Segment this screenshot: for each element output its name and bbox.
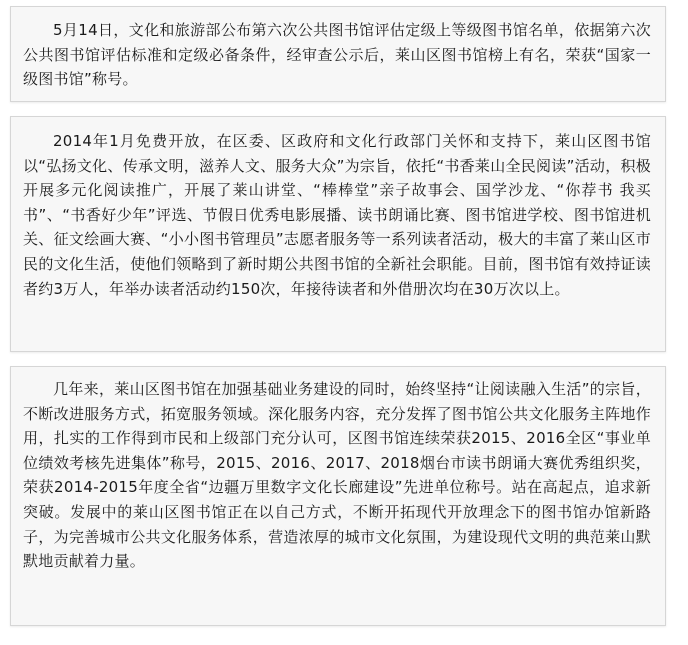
paragraph-card-development <box>10 366 666 626</box>
paragraph-card-activities <box>10 116 666 352</box>
paragraph-library-development: 几年来，莱山区图书馆在加强基础业务建设的同时，始终坚持“让阅读融入生活”的宗旨，不断改进服务方式，拓宽服务领域。深化服务内容，充分发挥了图书馆公共文化服务主阵地作用，扎实的工作得到市民和上级部门充分认可，区图书馆连续荣获2015、2016全区“事业单位绩效考核先进集体”称号，2015、2016、2017、2018烟台市读书朗诵大赛优秀组织奖，荣获2014-2015年度全省“边疆万里数字文化长廊建设”先进单位称号。站在高起点，追求新突破。发展中的莱山区图书馆正在以自己方式，不断开拓现代开放理念下的图书馆办馆新路子，为完善城市公共文化服务体系，营造浓厚的城市文化氛围，为建设现代文明的典范莱山默默地贡献着力量。 <box>23 380 651 571</box>
paragraph-library-activities: 2014年1月免费开放，在区委、区政府和文化行政部门关怀和支持下，莱山区图书馆以“弘扬文化、传承文明，滋养人文、服务大众”为宗旨，依托“书香莱山全民阅读”活动，积极开展多元化阅读推广，开展了莱山讲堂、“棒棒堂”亲子故事会、国学沙龙、“你荐书 我买书”、“书香好少年”评选、节假日优秀电影展播、读书朗诵比赛、图书馆进学校、图书馆进机关、征文绘画大赛、“小小图书管理员”志愿者服务等一系列读者活动，极大的丰富了莱山区市民的文化生活，使他们领略到了新时期公共图书馆的全新社会职能。目前，图书馆有效持证读者约3万人，年举办读者活动约150次，年接待读者和外借册次均在30万次以上。 <box>23 132 651 298</box>
paragraph-award-announcement: 5月14日，文化和旅游部公布第六次公共图书馆评估定级上等级图书馆名单，依据第六次公共图书馆评估标准和定级必备条件，经审查公示后，莱山区图书馆榜上有名，荣获“国家一级图书馆”称号。 <box>23 21 651 89</box>
paragraph-card-award <box>10 6 666 102</box>
